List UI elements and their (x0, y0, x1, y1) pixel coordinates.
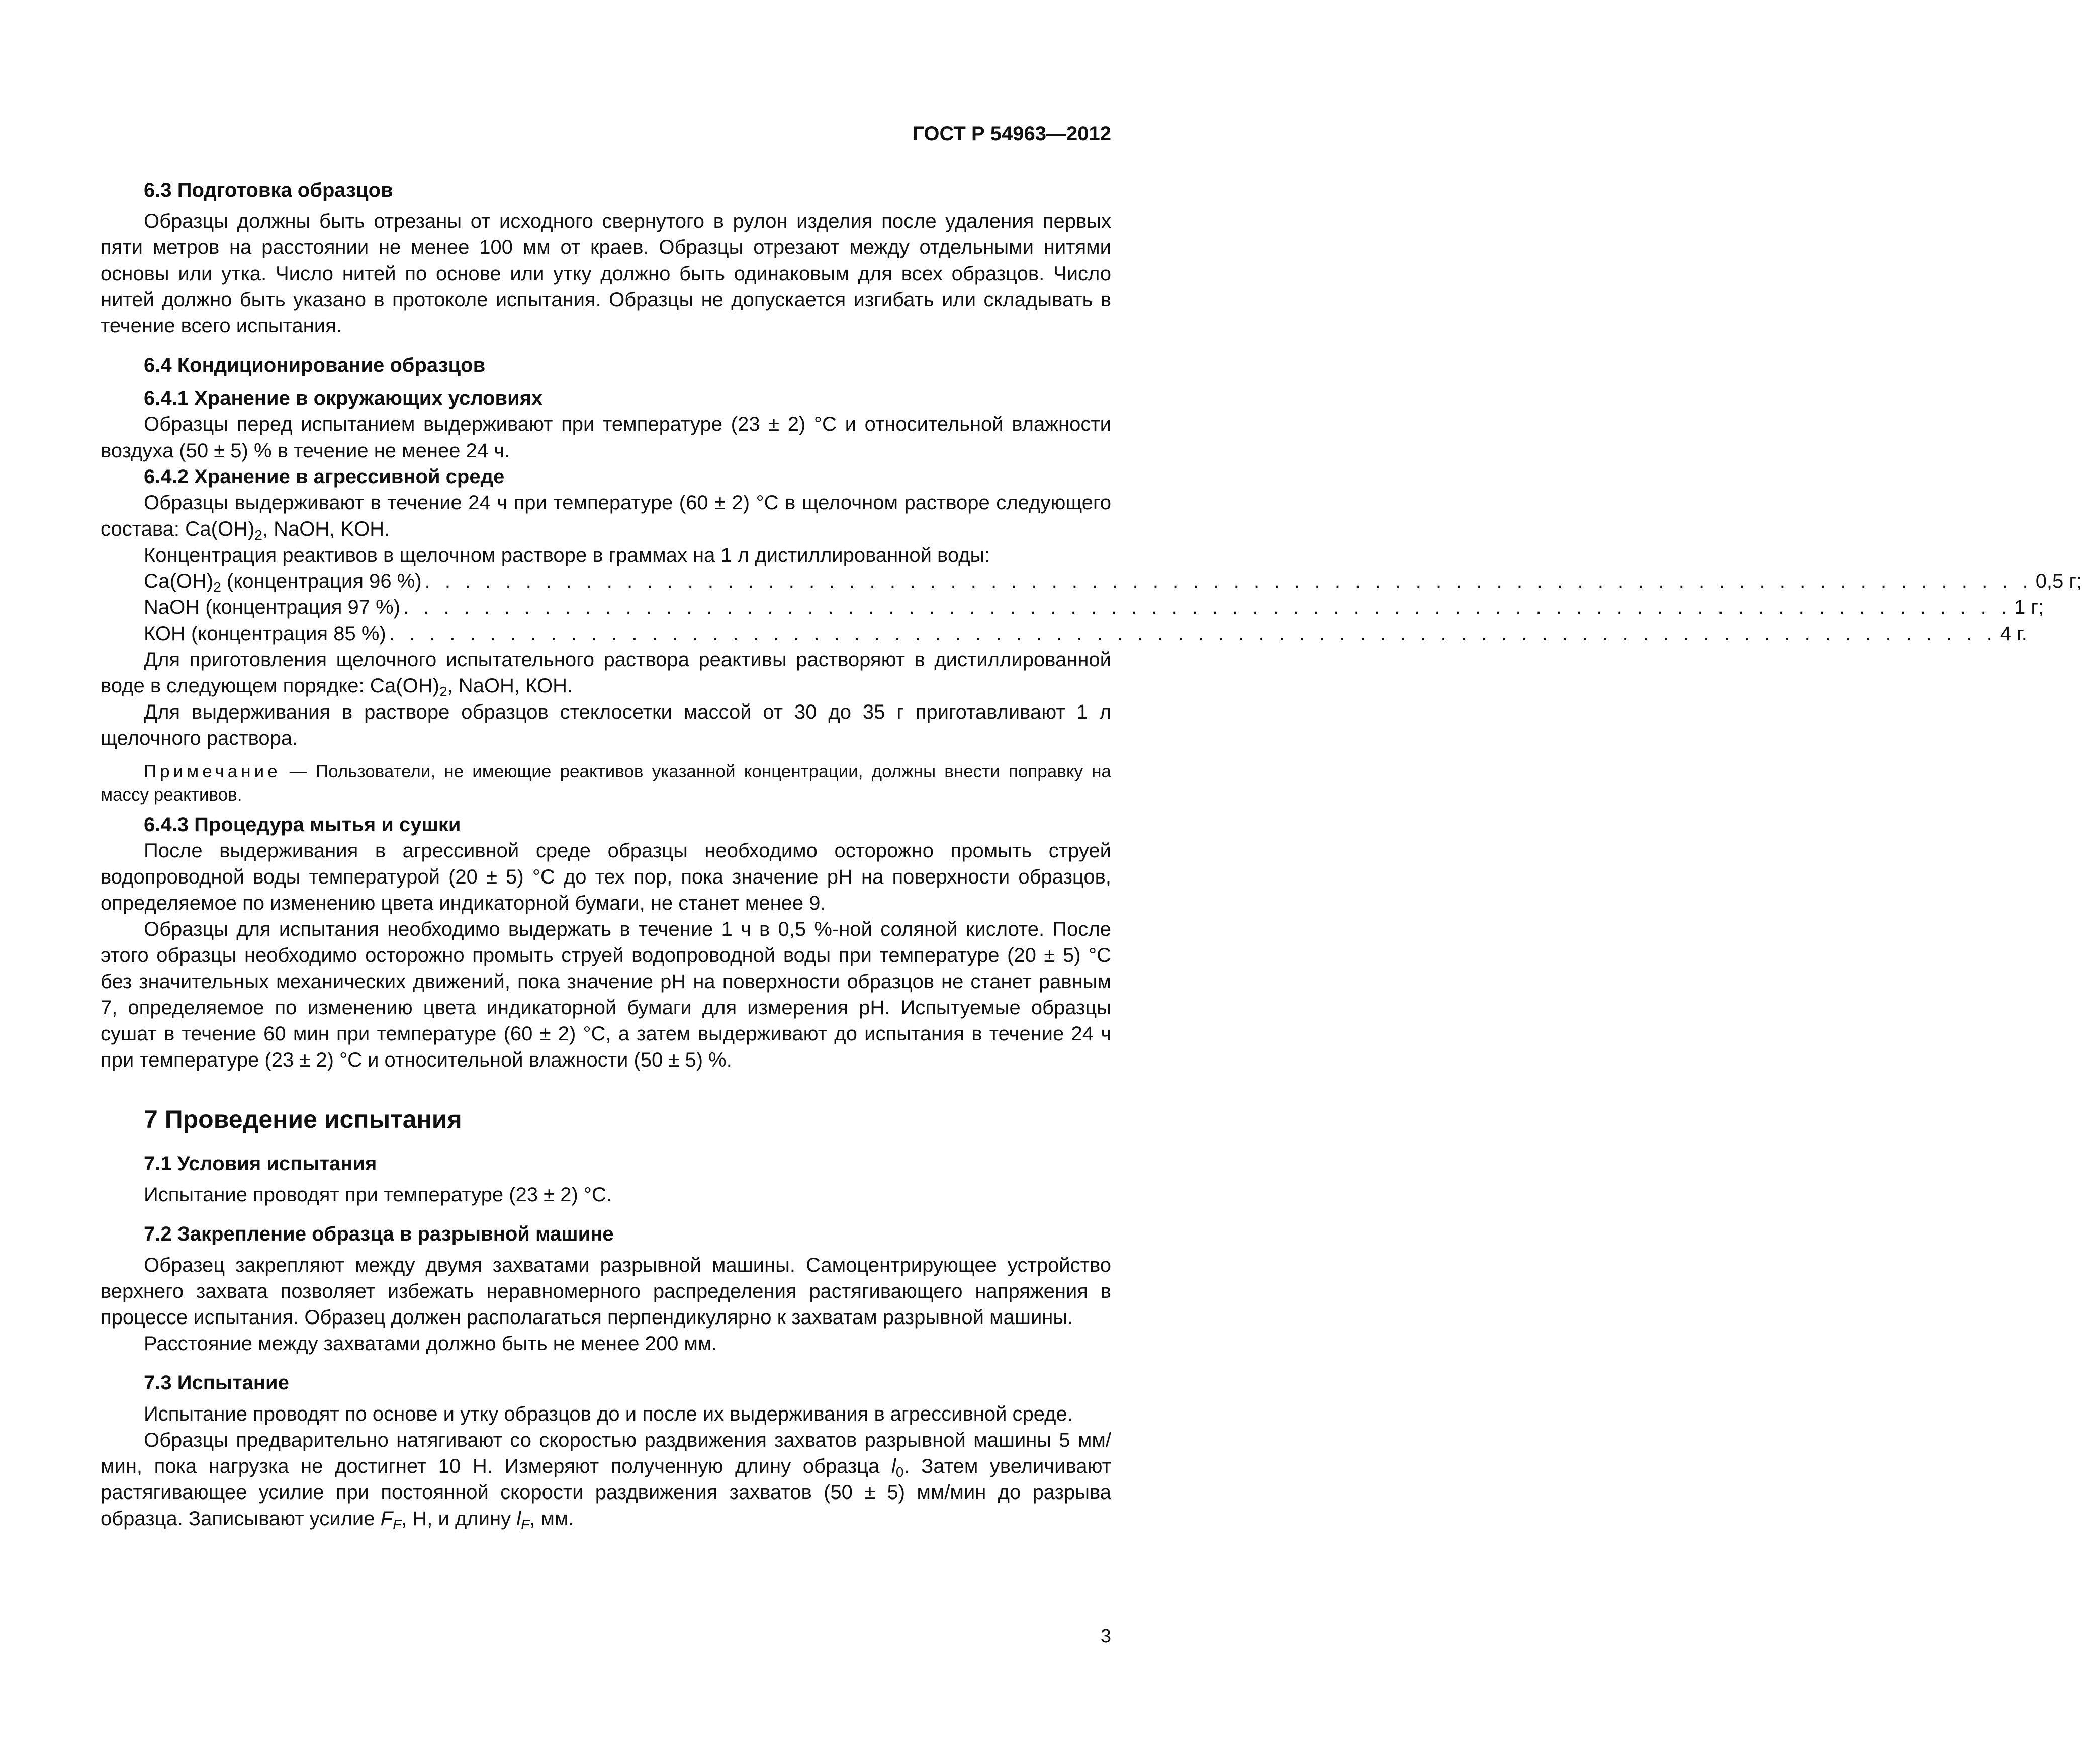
section-7-3-paragraph-1: Испытание проводят по основе и утку образцов до и после их выдерживания в агрессивной среде. (144, 1403, 1073, 1425)
dot-leader: . . . . . . . . . . . . . . . . . . . . . . . . . . . . . . . . . . . . . . . . . . . . . . . . . . . . . . . . . . . . . . . . . . . . . . . . . . . . . . . . (403, 596, 2011, 619)
reagent-value: 4 г. (2000, 623, 2027, 645)
note-label: Примечание (144, 762, 281, 781)
section-6-4-2-paragraph-3: Для приготовления щелочного испытательного раствора реактивы растворяют в дистиллированной воде в следующем порядке: $Са(ОН)_2$, NaOH, КОН. (101, 649, 1111, 699)
section-6-4-3-paragraph-1: После выдерживания в агрессивной среде образцы необходимо осторожно промыть струей водопроводной воды температурой (20 ± 5) °С до тех пор, пока значение рН на поверхности образцов, определяемое по изменению цвета индикаторной бумаги, не станет менее 9. (101, 840, 1111, 914)
dot-leader: . . . . . . . . . . . . . . . . . . . . . . . . . . . . . . . . . . . . . . . . . . . . . . . . . . . . . . . . . . . . . . . . . . . . . . . . . . . . . . . . (424, 570, 2033, 592)
section-6-3-heading: 6.3 Подготовка образцов (144, 179, 393, 201)
section-6-4-2-paragraph-2: Концентрация реактивов в щелочном растворе в граммах на 1 л дистиллированной воды: (144, 544, 990, 566)
reagent-row: NaOH (концентрация 97 %) . . . . . . . . . . . . . . . . . . . . . . . . . . . . . . . . . . . . . . . . . . . . . . . . . . . . . . . . . . . . . . . . . . . . . . . . . . . . . . . . 1 г; (144, 594, 1111, 621)
section-7-1-paragraph: Испытание проводят при температуре (23 ± 2) °С. (144, 1184, 612, 1206)
reagent-value: 0,5 г; (2035, 570, 2082, 592)
section-7-2-paragraph-2: Расстояние между захватами должно быть не менее 200 мм. (144, 1333, 717, 1355)
dot-leader: . . . . . . . . . . . . . . . . . . . . . . . . . . . . . . . . . . . . . . . . . . . . . . . . . . . . . . . . . . . . . . . . . . . . . . . . . . . . . . . . (389, 623, 1997, 645)
section-6-4-1-paragraph: Образцы перед испытанием выдерживают при температуре (23 ± 2) °С и относительной влажности воздуха (50 ± 5) % в течение не менее 24 ч. (101, 413, 1111, 462)
note: Примечание — Пользователи, не имеющие реактивов указанной концентрации, должны внести поправку на массу реактивов. (101, 762, 1111, 805)
section-6-4-2-heading: 6.4.2 Хранение в агрессивной среде (144, 466, 505, 488)
section-7-3-heading: 7.3 Испытание (144, 1372, 289, 1394)
section-7-heading: 7 Проведение испытания (144, 1105, 462, 1133)
section-6-3-paragraph: Образцы должны быть отрезаны от исходного свернутого в рулон изделия после удаления первых пяти метров на расстоянии не менее 100 мм от краев. Образцы отрезают между отдельными нитями основы или утка. Число нитей по основе или утку должно быть одинаковым для всех образцов. Число нитей должно быть указано в протоколе испытания. Образцы не допускается изгибать или складывать в течение всего испытания. (101, 210, 1111, 337)
section-7-2-heading: 7.2 Закрепление образца в разрывной машине (144, 1223, 614, 1245)
section-7-2-paragraph-1: Образец закрепляют между двумя захватами разрывной машины. Самоцентрирующее устройство верхнего захвата позволяет избежать неравномерного распределения растягивающего напряжения в процессе испытания. Образец должен располагаться перпендикулярно к захватам разрывной машины. (101, 1254, 1111, 1329)
section-6-4-2-paragraph-4: Для выдерживания в растворе образцов стеклосетки массой от 30 до 35 г приготавливают 1 л щелочного раствора. (101, 701, 1111, 749)
page-number: 3 (1100, 1626, 1111, 1647)
reagent-value: 1 г; (2014, 596, 2044, 619)
reagent-row: КОН (концентрация 85 %) . . . . . . . . . . . . . . . . . . . . . . . . . . . . . . . . . . . . . . . . . . . . . . . . . . . . . . . . . . . . . . . . . . . . . . . . . . . . . . . . 4 г. (144, 621, 1111, 647)
section-6-4-3-heading: 6.4.3 Процедура мытья и сушки (144, 814, 461, 836)
section-7-1-heading: 7.1 Условия испытания (144, 1153, 377, 1175)
section-6-4-1-heading: 6.4.1 Хранение в окружающих условиях (144, 387, 543, 409)
section-7-3-paragraph-2: Образцы предварительно натягивают со скоростью раздвижения захватов разрывной машины 5 мм/мин, пока нагрузка не достигнет 10 Н. Измеряют полученную длину образца $l_0$. Затем увеличивают растягивающее усилие при постоянной скорости раздвижения захватов (50 ± 5) мм/мин до разрыва образца. Записывают усилие $F_F$, Н, и длину $l_F$, мм. (101, 1429, 1111, 1532)
section-6-4-2-paragraph-1: Образцы выдерживают в течение 24 ч при температуре (60 ± 2) °С в щелочном растворе следующего состава: $Са(ОН)_2$, NaOH, KOH. (101, 492, 1111, 543)
document-body (101, 177, 2082, 1532)
reagent-row: $Са(ОН)_2$ (концентрация 96 %) . . . . . . . . . . . . . . . . . . . . . . . . . . . . . . . . . . . . . . . . . . . . . . . . . . . . . . . . . . . . . . . . . . . . . . . . . . . . . . . . 0,5 г; (144, 568, 1111, 594)
section-6-4-3-paragraph-2: Образцы для испытания необходимо выдержать в течение 1 ч в 0,5 %-ной соляной кислоте. После этого образцы необходимо осторожно промыть струей водопроводной воды при температуре (20 ± 5) °С без значительных механических движений, пока значение рН на поверхности образцов не станет равным 7, определяемое по изменению цвета индикаторной бумаги для измерения рН. Испытуемые образцы сушат в течение 60 мин при температуре (60 ± 2) °С, а затем выдерживают до испытания в течение 24 ч при температуре (23 ± 2) °С и относительной влажности (50 ± 5) %. (101, 918, 1111, 1071)
document-id-header: ГОСТ Р 54963—2012 (913, 123, 1111, 145)
section-6-4-heading: 6.4 Кондиционирование образцов (144, 354, 486, 376)
